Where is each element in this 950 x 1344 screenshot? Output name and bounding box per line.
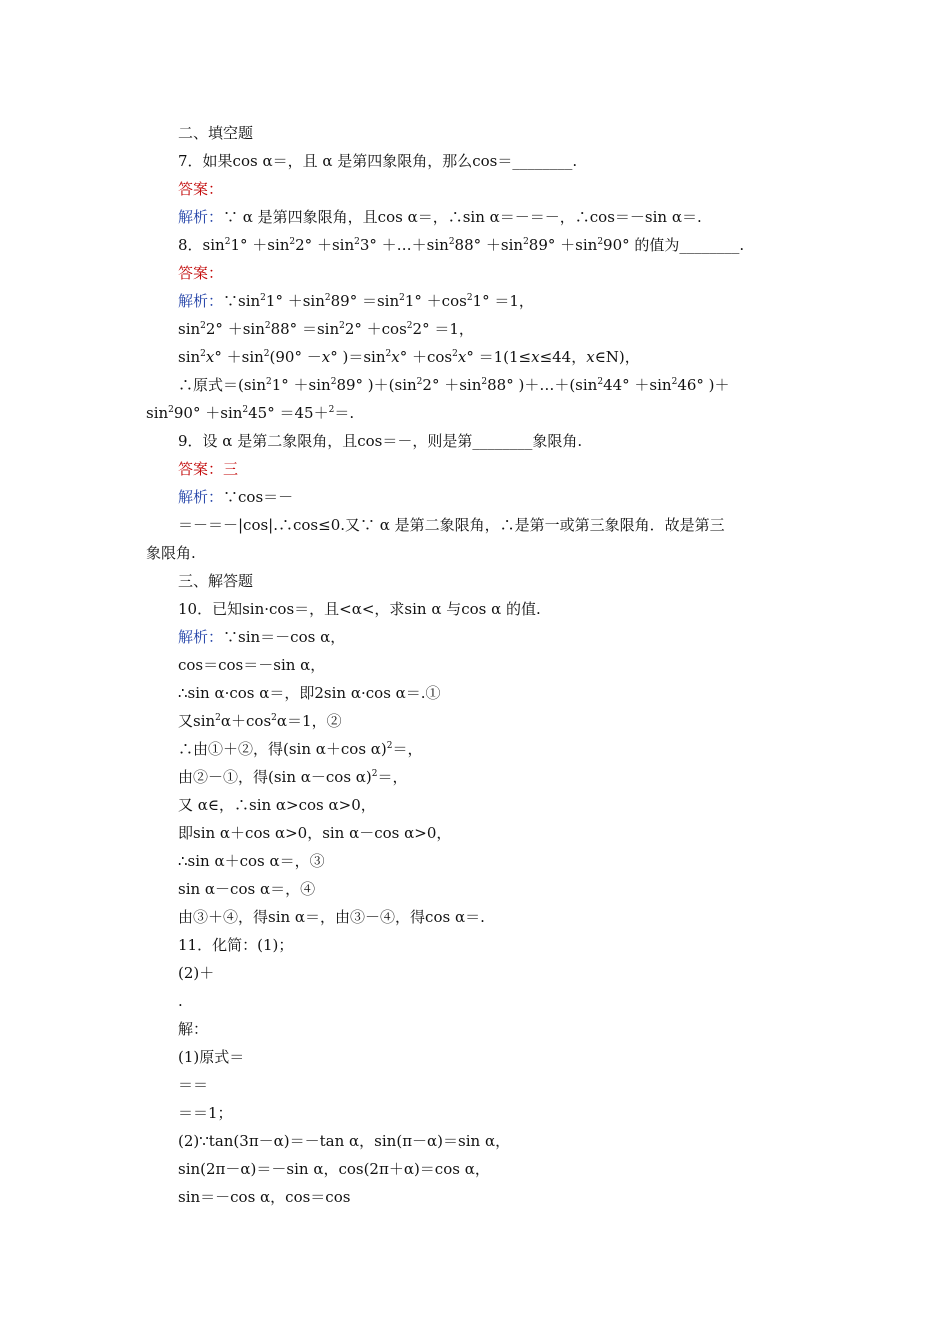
- analysis-10-line-3: [178, 683, 441, 703]
- question-11-part-2: [178, 963, 214, 983]
- solution-11-line-3: [178, 1103, 233, 1123]
- line-text: 象限角.: [146, 544, 196, 562]
- line-text: 11．化简：(1)；: [178, 936, 294, 954]
- line-text: sin(2π－α)＝－sin α，cos(2π＋α)＝cos α，: [178, 1160, 490, 1178]
- line-text: 二、填空题: [178, 124, 254, 142]
- line-text: 又 α∈，∴sin α>cos α>0，: [178, 796, 376, 814]
- analysis-10-line-10: [178, 879, 315, 899]
- line-text: ∵ α 是第四象限角，且cos α＝，∴sin α＝－＝－，∴cos＝－sin α＝.: [223, 208, 702, 226]
- line-text: ∵cos＝－: [223, 488, 294, 506]
- question-10: [178, 599, 541, 619]
- line-text: 10．已知sin·cos＝，且<α<，求sin α 与cos α 的值.: [178, 600, 541, 618]
- line-text: ＝－＝－|cos|.∴cos≤0.又∵ α 是第二象限角，∴是第一或第三象限角．故是第三: [178, 516, 725, 534]
- answer-label: 答案：: [178, 180, 224, 198]
- analysis-8-line-2: $\sin^22^\circ +\sin^288^\circ =\sin^22^\circ +\cos^22^\circ =1$，: [178, 320, 474, 338]
- answer-value: 三: [223, 460, 239, 478]
- line-text: 9．设 α 是第二象限角，且cos＝－，则是第________象限角.: [178, 432, 583, 450]
- answer-7: [178, 179, 223, 199]
- analysis-9-line-3: [146, 543, 196, 563]
- line-text: ∵sin＝－cos α，: [223, 628, 346, 646]
- analysis-8-line-5: $\sin^290^\circ +\sin^245^\circ =45+^2=$.: [146, 404, 355, 422]
- analysis-10-line-11: [178, 907, 485, 927]
- analysis-8-line-4: ∴原式$=(\sin^21^\circ +\sin^289^\circ$ )$+(\sin^22^\circ +\sin^288^\circ$ )$+\dots+(\sin^244^\circ +\sin^246^\circ$ )＋: [178, 376, 730, 394]
- line-text: cos＝cos＝－sin α，: [178, 656, 326, 674]
- question-8: 8．$\sin^21^\circ +\sin^22^\circ +\sin^23^\circ$ $+\dots+\sin^288^\circ +\sin^289^\circ +\sin^290^\circ$ 的值为________.: [178, 236, 745, 254]
- line-text: (2)∵tan(3π－α)＝－tan α，sin(π－α)＝sin α，: [178, 1132, 511, 1150]
- solution-11-line-6: [178, 1187, 350, 1207]
- line-text: .: [178, 992, 183, 1010]
- analysis-label: 解析：: [178, 628, 224, 646]
- section-heading-fill-in: [178, 123, 253, 143]
- analysis-10: [178, 627, 345, 647]
- line-text: (2)＋: [178, 964, 215, 982]
- analysis-8-line-3: $\sin^2x^\circ +\sin^2(90^\circ -x^\circ$ )$=\sin^2x^\circ +\cos^2x^\circ =1(1\le x\le 44$，x∈N)，: [178, 348, 640, 366]
- line-text: 7．如果cos α＝，且 α 是第四象限角，那么cos＝________.: [178, 152, 578, 170]
- answer-label: 答案：: [178, 460, 224, 478]
- line-text: 由③＋④，得sin α＝，由③－④，得cos α＝.: [178, 908, 485, 926]
- solution-11-line-2: [178, 1075, 208, 1095]
- analysis-9-line-2: [178, 515, 725, 535]
- analysis-10-line-4: 又$\sin^2\alpha+\cos^2\alpha=1$，②: [178, 712, 342, 730]
- line-text: 解：: [178, 1020, 209, 1038]
- solution-11-line-1: [178, 1047, 244, 1067]
- line-text: ∴sin α＋cos α＝，③: [178, 852, 325, 870]
- analysis-10-line-6: 由②－①，得(sin α－cos α)$^2$＝，: [178, 768, 408, 786]
- solution-11-label: [178, 1019, 208, 1039]
- question-9: [178, 431, 582, 451]
- line-text: 三、解答题: [178, 572, 254, 590]
- analysis-10-line-2: [178, 655, 325, 675]
- analysis-label: 解析：: [178, 488, 224, 506]
- analysis-10-line-5: ∴由①＋②，得(sin α＋cos α)$^2$＝，: [178, 740, 423, 758]
- analysis-8: 解析：$\because\sin^21^\circ +\sin^289^\circ =\sin^21^\circ +\cos^21^\circ =1$，: [178, 292, 534, 310]
- solution-11-line-5: [178, 1159, 490, 1179]
- line-text: ＝＝: [178, 1076, 209, 1094]
- analysis-7: [178, 207, 702, 227]
- analysis-9: [178, 487, 293, 507]
- question-7: [178, 151, 577, 171]
- analysis-10-line-9: [178, 851, 325, 871]
- question-11-end: [178, 991, 183, 1011]
- analysis-10-line-7: [178, 795, 376, 815]
- line-text: ＝＝1；: [178, 1104, 233, 1122]
- line-text: (1)原式＝: [178, 1048, 245, 1066]
- answer-label: 答案：: [178, 264, 224, 282]
- solution-11-line-4: [178, 1131, 510, 1151]
- answer-9: [178, 459, 238, 479]
- line-text: 即sin α＋cos α>0，sin α－cos α>0，: [178, 824, 452, 842]
- answer-8: [178, 263, 223, 283]
- analysis-label: 解析：: [178, 208, 224, 226]
- line-text: ∴sin α·cos α＝，即2sin α·cos α＝.①: [178, 684, 441, 702]
- analysis-label: 解析：: [178, 292, 224, 310]
- line-text: sin α－cos α＝，④: [178, 880, 316, 898]
- line-text: sin＝－cos α，cos＝cos: [178, 1188, 351, 1206]
- section-heading-solve: [178, 571, 253, 591]
- analysis-10-line-8: [178, 823, 451, 843]
- question-11: [178, 935, 293, 955]
